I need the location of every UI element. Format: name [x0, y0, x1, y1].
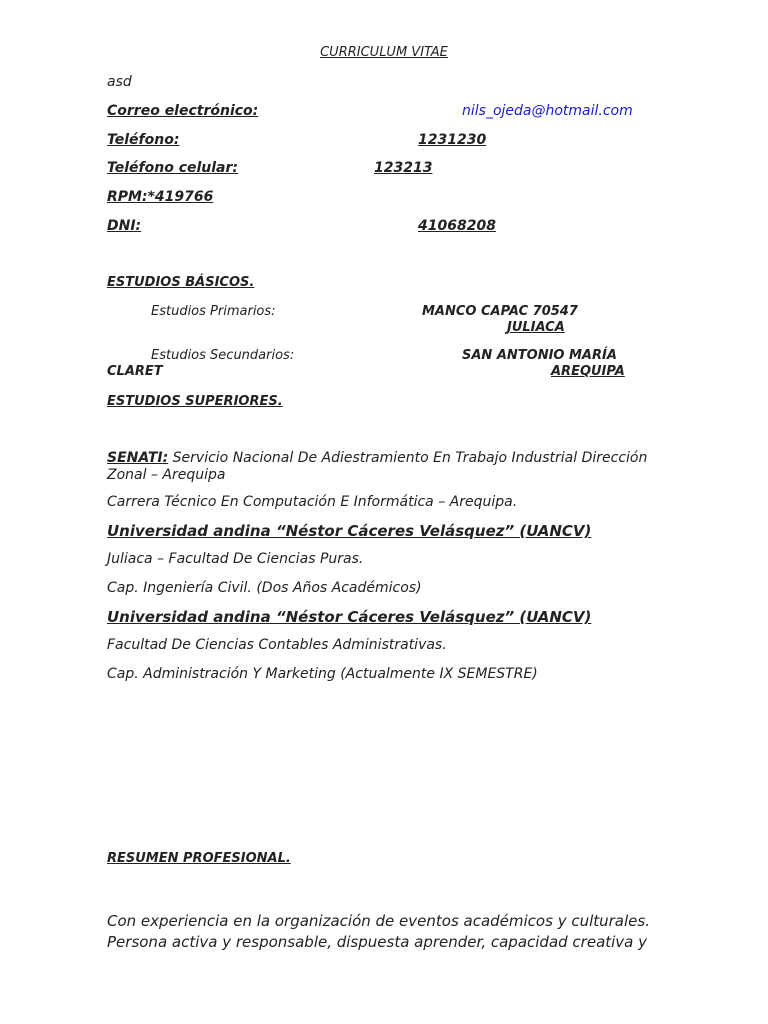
secondary-city: AREQUIPA: [551, 364, 625, 379]
mobile-value: 123213: [374, 160, 433, 176]
dni-value: 41068208: [418, 218, 496, 234]
university-1-faculty: Juliaca – Facultad De Ciencias Puras.: [107, 551, 364, 567]
secondary-school-line1: SAN ANTONIO MARÍA: [462, 348, 617, 363]
basic-studies-heading: ESTUDIOS BÁSICOS.: [107, 275, 255, 290]
email-label: Correo electrónico:: [107, 103, 259, 119]
senati-description: Servicio Nacional De Adiestramiento En Trabajo Industrial Dirección Zonal – Arequipa: [107, 450, 648, 483]
senati-career: Carrera Técnico En Computación E Informática – Arequipa.: [107, 494, 518, 510]
secondary-studies-label: Estudios Secundarios:: [151, 348, 295, 363]
email-link[interactable]: nils_ojeda@hotmail.com: [462, 103, 633, 119]
university-2-name: Universidad andina “Néstor Cáceres Velásquez” (UANCV): [107, 608, 592, 626]
higher-studies-heading: ESTUDIOS SUPERIORES.: [107, 394, 283, 409]
rpm-line: RPM:*419766: [107, 189, 214, 205]
phone-value: 1231230: [418, 132, 487, 148]
phone-label: Teléfono:: [107, 132, 180, 148]
primary-city: JULIACA: [507, 320, 565, 335]
dni-label: DNI:: [107, 218, 142, 234]
document-title: CURRICULUM VITAE: [320, 45, 448, 60]
primary-studies-label: Estudios Primarios:: [151, 304, 276, 319]
secondary-school-line2: CLARET: [107, 364, 163, 379]
summary-heading: RESUMEN PROFESIONAL.: [107, 851, 291, 866]
university-2-faculty: Facultad De Ciencias Contables Administrativas.: [107, 637, 447, 653]
senati-entry: [107, 450, 667, 484]
primary-school: MANCO CAPAC 70547: [422, 304, 578, 319]
mobile-label: Teléfono celular:: [107, 160, 239, 176]
university-1-career: Cap. Ingeniería Civil. (Dos Años Académicos): [107, 580, 422, 596]
university-1-name: Universidad andina “Néstor Cáceres Velásquez” (UANCV): [107, 522, 592, 540]
university-2-career: Cap. Administración Y Marketing (Actualmente IX SEMESTRE): [107, 666, 538, 682]
summary-line-1: Con experiencia en la organización de eventos académicos y culturales.: [107, 912, 650, 930]
summary-line-2: Persona activa y responsable, dispuesta aprender, capacidad creativa y: [107, 933, 648, 951]
senati-label: SENATI:: [107, 450, 169, 466]
applicant-name: asd: [107, 74, 132, 90]
